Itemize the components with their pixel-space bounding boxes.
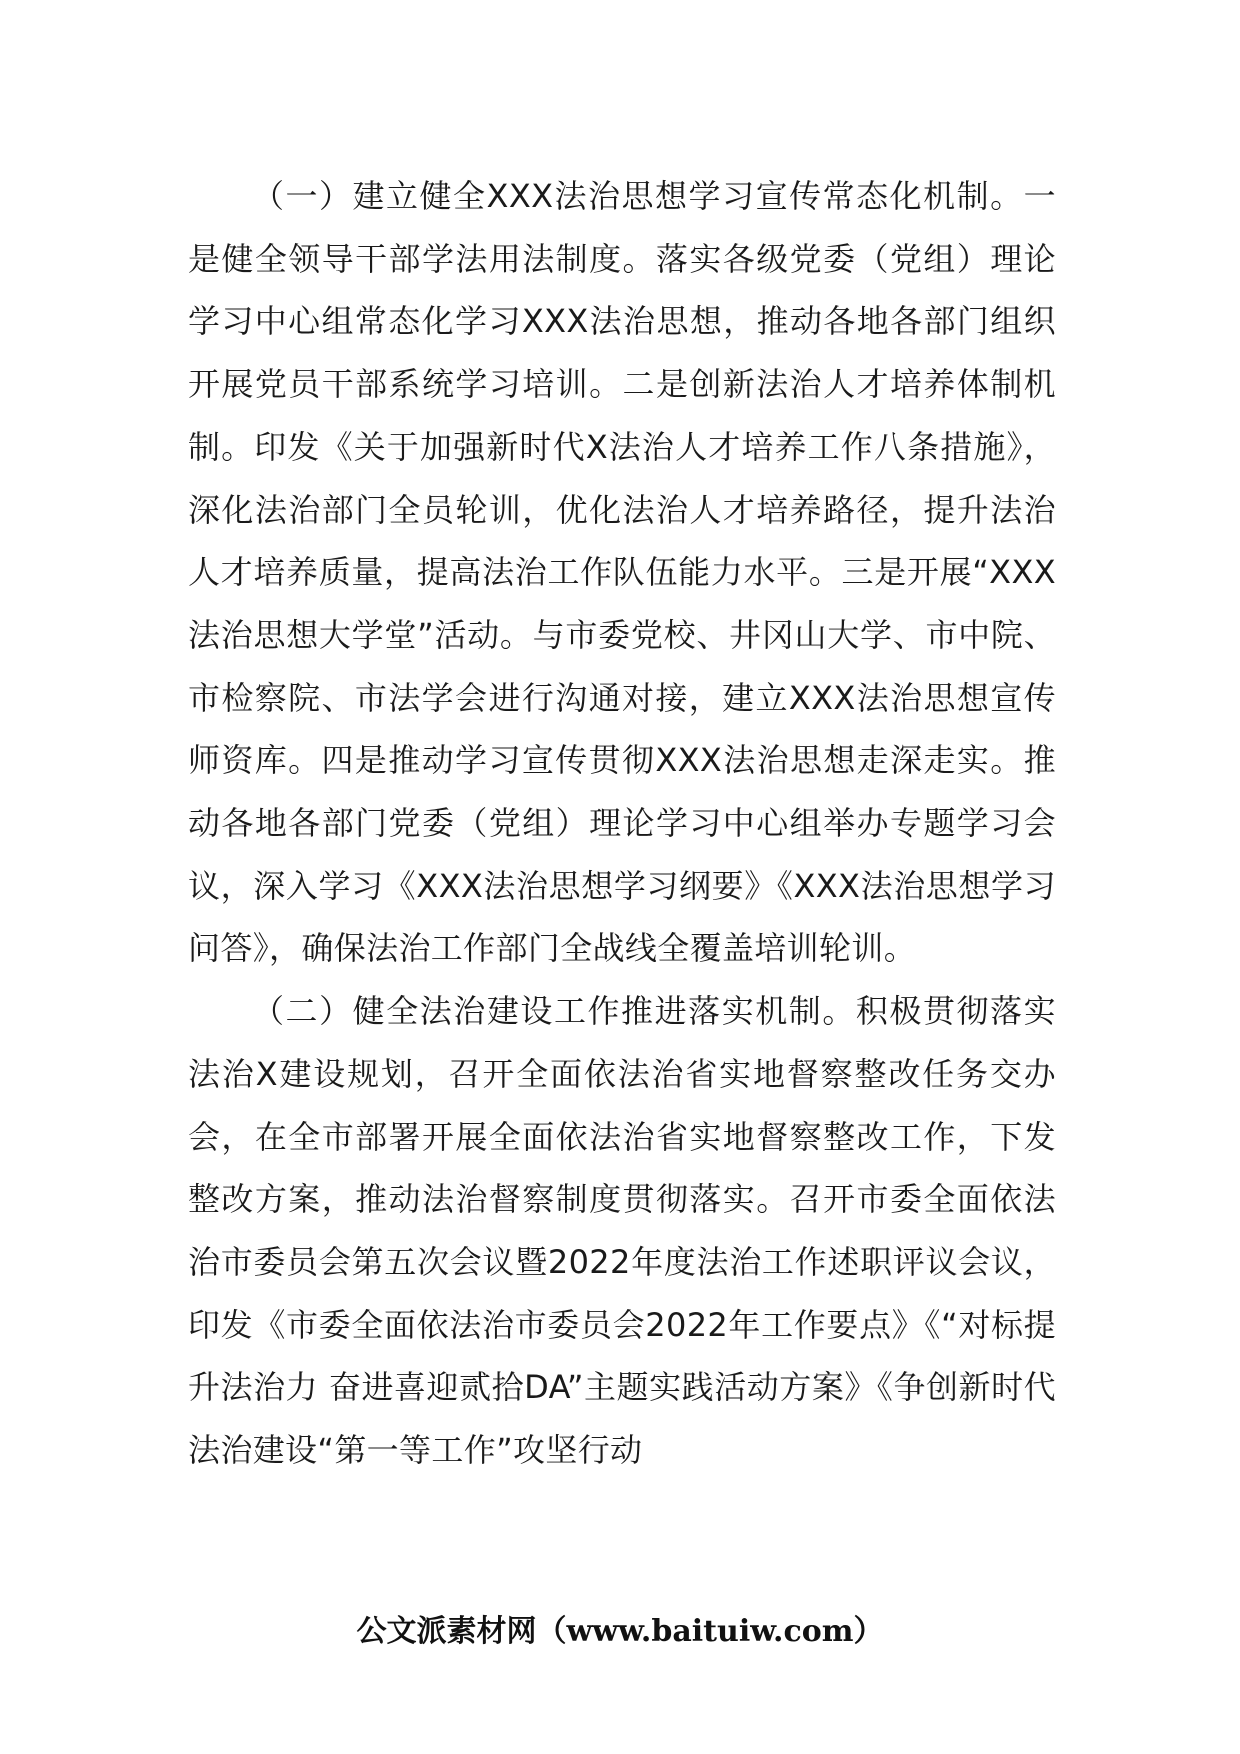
footer-watermark: 公文派素材网（www.baituiw.com）	[356, 1614, 884, 1649]
paragraph-2: （二）健全法治建设工作推进落实机制。积极贯彻落实法治X建设规划，召开全面依法治省实地督察整改任务交办会，在全市部署开展全面依法治省实地督察整改工作，下发整改方案，推动法治督察制度贯彻落实。召开市委全面依法治市委员会第五次会议暨2022年度法治工作述职评议会议，印发《市委全面依法治市委员会2022年工作要点》《“对标提升法治力 奋进喜迎贰拾DA”主题实践活动方案》《争创新时代法治建设“第一等工作”攻坚行动	[188, 992, 1056, 1470]
document-body	[188, 165, 1056, 1482]
paragraph-1: （一）建立健全XXX法治思想学习宣传常态化机制。一是健全领导干部学法用法制度。落实各级党委（党组）理论学习中心组常态化学习XXX法治思想，推动各地各部门组织开展党员干部系统学习培训。二是创新法治人才培养体制机制。印发《关于加强新时代X法治人才培养工作八条措施》，深化法治部门全员轮训，优化法治人才培养路径，提升法治人才培养质量，提高法治工作队伍能力水平。三是开展“XXX法治思想大学堂”活动。与市委党校、井冈山大学、市中院、市检察院、市法学会进行沟通对接，建立XXX法治思想宣传师资库。四是推动学习宣传贯彻XXX法治思想走深走实。推动各地各部门党委（党组）理论学习中心组举办专题学习会议，深入学习《XXX法治思想学习纲要》《XXX法治思想学习问答》，确保法治工作部门全战线全覆盖培训轮训。	[188, 177, 1056, 968]
